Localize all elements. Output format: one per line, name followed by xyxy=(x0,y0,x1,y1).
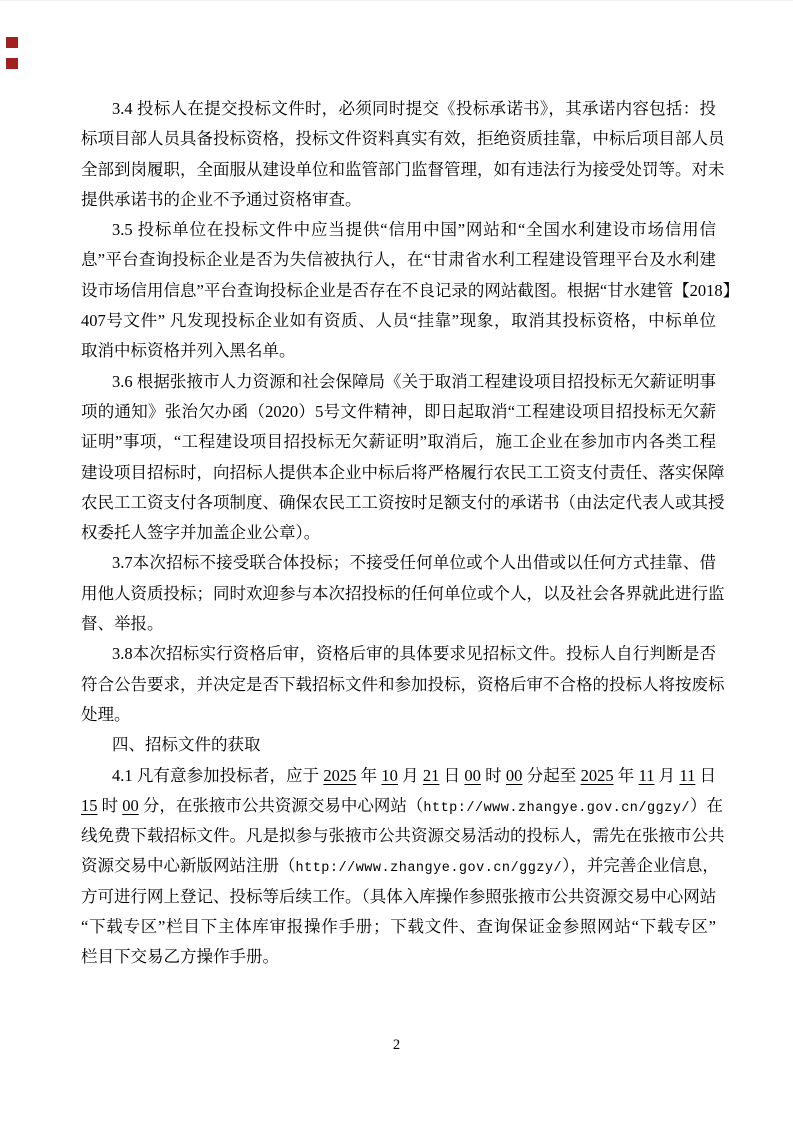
section-4-heading xyxy=(81,730,716,760)
text-line xyxy=(81,639,716,669)
text-segment: 方可进行网上登记、投标等后续工作。（具体入库操作参照张掖市公共资源交易中心网站 xyxy=(81,886,717,906)
text-segment: 日 xyxy=(439,765,465,785)
underlined-date-value: 10 xyxy=(381,765,398,785)
text-segment: 提供承诺书的企业不予通过资格审查。 xyxy=(81,189,362,209)
text-line xyxy=(81,518,716,548)
text-line xyxy=(81,185,716,215)
url-text: http://www.zhangye.gov.cn/ggzy/ xyxy=(423,800,691,816)
text-segment: 督、举报。 xyxy=(81,614,164,634)
text-line xyxy=(81,609,716,639)
text-segment: 建设项目招标时，向招标人提供本企业中标后将严格履行农民工工资支付责任、落实保障 xyxy=(81,462,725,482)
text-line xyxy=(81,124,725,154)
underlined-date-value: 11 xyxy=(679,765,696,785)
text-segment: 月 xyxy=(397,765,423,785)
revision-mark-icon xyxy=(6,37,18,48)
text-segment: 全部到岗履职，全面服从建设单位和监管部门监督管理，如有违法行为接受处罚等。对未 xyxy=(81,159,725,179)
text-segment: 407号文件” 凡发现投标企业如有资质、人员“挂靠”现象，取消其投标资格，中标单位 xyxy=(81,311,716,331)
text-line xyxy=(81,821,725,851)
text-segment: 息”平台查询投标企业是否为失信被执行人，在“甘肃省水利工程建设管理平台及水利建 xyxy=(81,250,716,270)
text-line xyxy=(81,730,716,760)
text-line xyxy=(81,367,716,397)
text-segment: 用他人资质投标；同时欢迎参与本次招投标的任何单位或个人，以及社会各界就此进行监 xyxy=(81,583,725,603)
text-line xyxy=(81,155,725,185)
text-segment: 时 xyxy=(480,765,506,785)
text-line xyxy=(81,427,716,457)
text-line xyxy=(81,851,719,881)
text-line xyxy=(81,942,716,972)
text-segment: 权委托人签字并加盖企业公章）。 xyxy=(81,523,321,543)
page-top-edge xyxy=(0,0,793,1)
text-segment: 3.5 投标单位在投标文件中应当提供“信用中国”网站和“全国水利建设市场信用信 xyxy=(112,220,716,240)
revision-mark-icon xyxy=(6,58,18,69)
text-segment: 项的通知》张治欠办函（2020）5号文件精神，即日起取消“工程建设项目招投标无欠薪 xyxy=(81,401,716,421)
text-segment: 证明”事项，“工程建设项目招投标无欠薪证明”取消后，施工企业在参加市内各类工程 xyxy=(81,432,716,452)
text-segment: 分起至 xyxy=(522,765,581,785)
text-segment: 处理。 xyxy=(81,704,131,724)
para-3-8 xyxy=(81,639,725,730)
text-segment: 4.1 凡有意参加投标者，应于 xyxy=(112,765,324,785)
text-segment: 3.6 根据张掖市人力资源和社会保障局《关于取消工程建设项目招投标无欠薪证明事 xyxy=(112,371,716,391)
text-segment: 线免费下载招标文件。凡是拟参与张掖市公共资源交易活动的投标人，需先在张掖市公共 xyxy=(81,826,725,846)
text-line xyxy=(81,912,716,942)
text-segment: 符合公告要求，并决定是否下载招标文件和参加投标，资格后审不合格的投标人将按废标 xyxy=(81,674,725,694)
text-segment: 资源交易中心新版网站注册（ xyxy=(81,856,296,876)
underlined-date-value: 15 xyxy=(81,795,98,815)
text-segment: 3.8本次招标实行资格后审，资格后审的具体要求见招标文件。投标人自行判断是否 xyxy=(112,644,716,664)
text-segment: 年 xyxy=(356,765,382,785)
text-segment: 月 xyxy=(654,765,680,785)
text-line xyxy=(81,761,716,791)
text-line xyxy=(81,94,716,124)
url-text: http://www.zhangye.gov.cn/ggzy/ xyxy=(295,861,563,877)
underlined-date-value: 21 xyxy=(422,765,440,785)
page-number: 2 xyxy=(392,1037,401,1053)
underlined-date-value: 00 xyxy=(505,765,523,785)
text-segment: 时 xyxy=(97,795,123,815)
text-line xyxy=(81,215,716,245)
para-3-4 xyxy=(81,94,725,215)
text-segment: ）在 xyxy=(690,795,724,815)
underlined-date-value: 00 xyxy=(464,765,481,785)
text-segment: 分，在张掖市公共资源交易中心网站（ xyxy=(138,795,424,815)
document-body xyxy=(81,94,740,973)
text-line xyxy=(81,488,725,518)
text-segment: 3.7本次招标不接受联合体投标；不接受任何单位或个人出借或以任何方式挂靠、借 xyxy=(112,553,716,573)
text-line xyxy=(81,791,724,821)
text-segment: 标项目部人员具备投标资格，投标文件资料真实有效，拒绝资质挂靠，中标后项目部人员 xyxy=(81,129,725,149)
para-4-1 xyxy=(81,761,725,973)
text-line xyxy=(81,882,716,912)
text-line xyxy=(81,700,716,730)
text-line xyxy=(81,336,716,366)
text-line xyxy=(81,579,725,609)
text-line xyxy=(81,397,716,427)
text-segment: 年 xyxy=(613,765,639,785)
text-segment: 栏目下交易乙方操作手册。 xyxy=(81,947,279,967)
underlined-date-value: 00 xyxy=(122,795,139,815)
text-line xyxy=(81,548,716,578)
text-segment: 四、招标文件的获取 xyxy=(112,735,261,755)
para-3-5 xyxy=(81,215,740,366)
underlined-date-value: 11 xyxy=(638,765,655,785)
text-segment: ），并完善企业信息， xyxy=(562,856,719,876)
text-segment: 日 xyxy=(695,765,717,785)
text-line xyxy=(81,458,725,488)
text-line xyxy=(81,670,725,700)
text-line xyxy=(81,245,716,275)
text-segment: 农民工工资支付各项制度、确保农民工工资按时足额支付的承诺书（由法定代表人或其授 xyxy=(81,492,725,512)
text-line xyxy=(81,276,740,306)
text-segment: 取消中标资格并列入黑名单。 xyxy=(81,341,296,361)
para-3-6 xyxy=(81,367,725,549)
text-segment: 3.4 投标人在提交投标文件时，必须同时提交《投标承诺书》，其承诺内容包括：投 xyxy=(112,99,716,118)
underlined-date-value: 2025 xyxy=(580,765,614,785)
underlined-date-value: 2025 xyxy=(323,765,357,785)
para-3-7 xyxy=(81,548,725,639)
text-line xyxy=(81,306,716,336)
text-segment: “下载专区”栏目下主体库审报操作手册；下载文件、查询保证金参照网站“下载专区” xyxy=(81,917,716,937)
text-segment: 设市场信用信息”平台查询投标企业是否存在不良记录的网站截图。根据“甘水建管【2018】 xyxy=(81,280,740,300)
